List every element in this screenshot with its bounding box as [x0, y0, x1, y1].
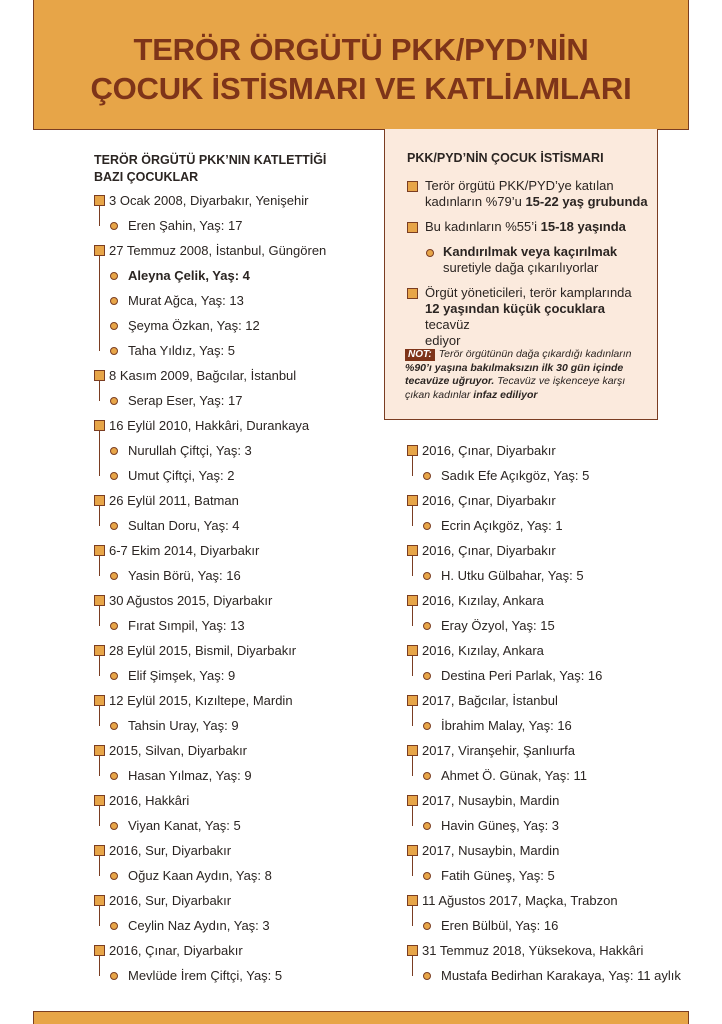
- date-square-icon: [94, 595, 105, 606]
- info-box-heading: PKK/PYD’NİN ÇOCUK İSTİSMARI: [407, 151, 604, 165]
- victim-name-age: Nurullah Çiftçi, Yaş: 3: [128, 443, 252, 458]
- victim-name-age: Sadık Efe Açıkgöz, Yaş: 5: [441, 468, 590, 483]
- date-square-icon: [94, 495, 105, 506]
- victim-dot-icon: [423, 522, 431, 530]
- connector-line: [412, 756, 413, 776]
- info-item2-highlight: 15-18 yaşında: [540, 219, 626, 234]
- connector-line: [412, 606, 413, 626]
- victim-dot-icon: [110, 447, 118, 455]
- connector-line: [99, 706, 100, 726]
- date-square-icon: [94, 845, 105, 856]
- connector-line: [99, 256, 100, 351]
- info-item4-line3: ediyor: [425, 333, 461, 348]
- victim-name-age: Elif Şimşek, Yaş: 9: [128, 668, 236, 683]
- date-square-icon: [407, 695, 418, 706]
- info-item1-highlight: 15-22 yaş grubunda: [525, 194, 648, 209]
- note-highlight-2: infaz ediliyor: [473, 388, 538, 401]
- date-square-icon: [94, 795, 105, 806]
- victim-dot-icon: [423, 922, 431, 930]
- date-square-icon: [407, 445, 418, 456]
- victim-dot-icon: [110, 672, 118, 680]
- connector-line: [412, 906, 413, 926]
- victim-name-age: Eray Özyol, Yaş: 15: [441, 618, 555, 633]
- date-square-icon: [407, 645, 418, 656]
- victim-name-age: H. Utku Gülbahar, Yaş: 5: [441, 568, 584, 583]
- info-item4-highlight: 12 yaşından küçük çocuklara: [425, 301, 605, 316]
- note-badge: NOT:: [405, 349, 435, 361]
- date-square-icon: [407, 545, 418, 556]
- incident-date-location: 11 Ağustos 2017, Maçka, Trabzon: [422, 893, 618, 908]
- connector-line: [99, 206, 100, 226]
- date-square-icon: [94, 420, 105, 431]
- connector-line: [99, 656, 100, 676]
- incident-date-location: 2017, Nusaybin, Mardin: [422, 793, 560, 808]
- victim-name-age: Havin Güneş, Yaş: 3: [441, 818, 560, 833]
- date-square-icon: [94, 645, 105, 656]
- incident-date-location: 30 Ağustos 2015, Diyarbakır: [109, 593, 273, 608]
- incident-date-location: 2016, Çınar, Diyarbakır: [109, 943, 243, 958]
- connector-line: [99, 506, 100, 526]
- victim-name-age: Şeyma Özkan, Yaş: 12: [128, 318, 260, 333]
- connector-line: [412, 806, 413, 826]
- left-column-heading: [94, 152, 374, 186]
- connector-line: [99, 431, 100, 476]
- connector-line: [412, 856, 413, 876]
- info-item3-highlight: Kandırılmak veya kaçırılmak: [443, 244, 618, 259]
- incident-date-location: 27 Temmuz 2008, İstanbul, Güngören: [109, 243, 327, 258]
- connector-line: [412, 506, 413, 526]
- bullet-square-icon: [407, 288, 418, 299]
- victim-name-age: Murat Ağca, Yaş: 13: [128, 293, 244, 308]
- connector-line: [99, 606, 100, 626]
- victim-name-age: Ceylin Naz Aydın, Yaş: 3: [128, 918, 270, 933]
- info-item1-line1: Terör örgütü PKK/PYD’ye katılan: [425, 178, 614, 193]
- victim-name-age: Mustafa Bedirhan Karakaya, Yaş: 11 aylık: [441, 968, 681, 983]
- victim-dot-icon: [110, 822, 118, 830]
- victim-dot-icon: [423, 472, 431, 480]
- date-square-icon: [407, 945, 418, 956]
- info-box-note: NOT: Terör örgütünün dağa çıkardığı kadınların %90’ı yaşına bakılmaksızın ilk 30 gün içinde tecavüze uğruyor. Tecavüz ve işkenceye karşı çıkan kadınlar infaz ediliyor: [405, 348, 632, 401]
- victim-dot-icon: [110, 772, 118, 780]
- incident-date-location: 6-7 Ekim 2014, Diyarbakır: [109, 543, 260, 558]
- connector-line: [99, 556, 100, 576]
- victim-dot-icon: [110, 272, 118, 280]
- victim-name-age: Serap Eser, Yaş: 17: [128, 393, 243, 408]
- victim-dot-icon: [423, 872, 431, 880]
- incident-date-location: 31 Temmuz 2018, Yüksekova, Hakkâri: [422, 943, 644, 958]
- victim-dot-icon: [423, 622, 431, 630]
- date-square-icon: [407, 495, 418, 506]
- victim-name-age: Fırat Sımpil, Yaş: 13: [128, 618, 245, 633]
- victim-dot-icon: [110, 972, 118, 980]
- victim-dot-icon: [110, 347, 118, 355]
- victim-name-age: Fatih Güneş, Yaş: 5: [441, 868, 555, 883]
- victim-name-age: Aleyna Çelik, Yaş: 4: [128, 268, 250, 283]
- connector-line: [412, 656, 413, 676]
- victim-dot-icon: [423, 822, 431, 830]
- victim-dot-icon: [110, 297, 118, 305]
- page-title-line2: ÇOCUK İSTİSMARI VE KATLİAMLARI: [90, 71, 632, 106]
- child-abuse-info-box: [384, 129, 658, 420]
- info-item-abduction: [443, 244, 648, 276]
- connector-line: [99, 956, 100, 976]
- date-square-icon: [94, 195, 105, 206]
- info-item1-line2: kadınların %79’u 15-22 yaş grubunda: [425, 194, 648, 209]
- incident-date-location: 16 Eylül 2010, Hakkâri, Durankaya: [109, 418, 310, 433]
- victim-dot-icon: [423, 572, 431, 580]
- connector-line: [99, 381, 100, 401]
- victim-name-age: Sultan Doru, Yaş: 4: [128, 518, 240, 533]
- footer-banner: [33, 1011, 689, 1024]
- victim-name-age: İbrahim Malay, Yaş: 16: [441, 718, 572, 733]
- victim-dot-icon: [110, 522, 118, 530]
- date-square-icon: [94, 695, 105, 706]
- victim-dot-icon: [110, 872, 118, 880]
- incident-date-location: 2016, Sur, Diyarbakır: [109, 843, 232, 858]
- incident-date-location: 2016, Çınar, Diyarbakır: [422, 493, 556, 508]
- incident-date-location: 2015, Silvan, Diyarbakır: [109, 743, 248, 758]
- victim-name-age: Eren Şahin, Yaş: 17: [128, 218, 243, 233]
- bullet-square-icon: [407, 181, 418, 192]
- date-square-icon: [94, 945, 105, 956]
- victim-name-age: Mevlüde İrem Çiftçi, Yaş: 5: [128, 968, 283, 983]
- connector-line: [412, 556, 413, 576]
- connector-line: [99, 856, 100, 876]
- note-highlight-1: %90’ı yaşına bakılmaksızın ilk 30 gün içinde tecavüze uğruyor.: [405, 361, 624, 387]
- incident-date-location: 2016, Hakkâri: [109, 793, 190, 808]
- incident-date-location: 2016, Sur, Diyarbakır: [109, 893, 232, 908]
- date-square-icon: [94, 370, 105, 381]
- victim-name-age: Oğuz Kaan Aydın, Yaş: 8: [128, 868, 272, 883]
- incident-date-location: 3 Ocak 2008, Diyarbakır, Yenişehir: [109, 193, 309, 208]
- incident-date-location: 12 Eylül 2015, Kızıltepe, Mardin: [109, 693, 293, 708]
- incident-date-location: 2017, Viranşehir, Şanlıurfa: [422, 743, 575, 758]
- date-square-icon: [407, 595, 418, 606]
- victim-dot-icon: [110, 722, 118, 730]
- victim-dot-icon: [423, 772, 431, 780]
- victim-name-age: Taha Yıldız, Yaş: 5: [128, 343, 235, 358]
- incident-date-location: 8 Kasım 2009, Bağcılar, İstanbul: [109, 368, 297, 383]
- info-item-age-share: Bu kadınların %55’i 15-18 yaşında: [425, 219, 626, 234]
- victim-name-age: Yasin Börü, Yaş: 16: [128, 568, 241, 583]
- date-square-icon: [407, 895, 418, 906]
- incident-date-location: 2016, Kızılay, Ankara: [422, 593, 544, 608]
- date-square-icon: [94, 245, 105, 256]
- connector-line: [99, 906, 100, 926]
- connector-line: [99, 756, 100, 776]
- victim-dot-icon: [110, 472, 118, 480]
- header-banner: [33, 0, 689, 130]
- victim-dot-icon: [423, 672, 431, 680]
- page-title-line1: TERÖR ÖRGÜTÜ PKK/PYD’NİN: [133, 32, 589, 67]
- info-item3-line2: suretiyle dağa çıkarılıyorlar: [443, 260, 599, 275]
- incident-date-location: 2017, Bağcılar, İstanbul: [422, 693, 558, 708]
- victim-name-age: Eren Bülbül, Yaş: 16: [441, 918, 559, 933]
- date-square-icon: [94, 745, 105, 756]
- incident-date-location: 26 Eylül 2011, Batman: [109, 493, 239, 508]
- date-square-icon: [407, 745, 418, 756]
- bullet-dot-icon: [426, 249, 434, 257]
- connector-line: [412, 456, 413, 476]
- date-square-icon: [94, 545, 105, 556]
- victim-name-age: Hasan Yılmaz, Yaş: 9: [128, 768, 252, 783]
- victim-name-age: Viyan Kanat, Yaş: 5: [128, 818, 241, 833]
- victim-dot-icon: [110, 222, 118, 230]
- victim-name-age: Ahmet Ö. Günak, Yaş: 11: [441, 768, 587, 783]
- info-item-recruitment-age: [425, 178, 650, 210]
- victim-dot-icon: [423, 722, 431, 730]
- victim-name-age: Umut Çiftçi, Yaş: 2: [128, 468, 235, 483]
- left-heading-line1: TERÖR ÖRGÜTÜ PKK’NIN KATLETTİĞİ: [94, 153, 327, 167]
- info-item4-line1: Örgüt yöneticileri, terör kamplarında: [425, 285, 632, 300]
- connector-line: [99, 806, 100, 826]
- victim-dot-icon: [110, 922, 118, 930]
- page-title: [34, 30, 688, 108]
- incident-date-location: 2016, Çınar, Diyarbakır: [422, 543, 556, 558]
- victim-dot-icon: [110, 322, 118, 330]
- victim-dot-icon: [110, 397, 118, 405]
- incident-date-location: 2017, Nusaybin, Mardin: [422, 843, 560, 858]
- victim-name-age: Tahsin Uray, Yaş: 9: [128, 718, 239, 733]
- date-square-icon: [407, 845, 418, 856]
- victim-dot-icon: [110, 622, 118, 630]
- incident-date-location: 2016, Çınar, Diyarbakır: [422, 443, 556, 458]
- victim-dot-icon: [110, 572, 118, 580]
- date-square-icon: [94, 895, 105, 906]
- victim-name-age: Destina Peri Parlak, Yaş: 16: [441, 668, 603, 683]
- connector-line: [412, 706, 413, 726]
- victim-dot-icon: [423, 972, 431, 980]
- victim-name-age: Ecrin Açıkgöz, Yaş: 1: [441, 518, 563, 533]
- connector-line: [412, 956, 413, 976]
- info-item-camp-abuse: [425, 285, 650, 349]
- incident-date-location: 2016, Kızılay, Ankara: [422, 643, 544, 658]
- info-item4-line2: 12 yaşından küçük çocuklara tecavüz: [425, 301, 605, 332]
- bullet-square-icon: [407, 222, 418, 233]
- date-square-icon: [407, 795, 418, 806]
- incident-date-location: 28 Eylül 2015, Bismil, Diyarbakır: [109, 643, 297, 658]
- left-heading-line2: BAZI ÇOCUKLAR: [94, 170, 199, 184]
